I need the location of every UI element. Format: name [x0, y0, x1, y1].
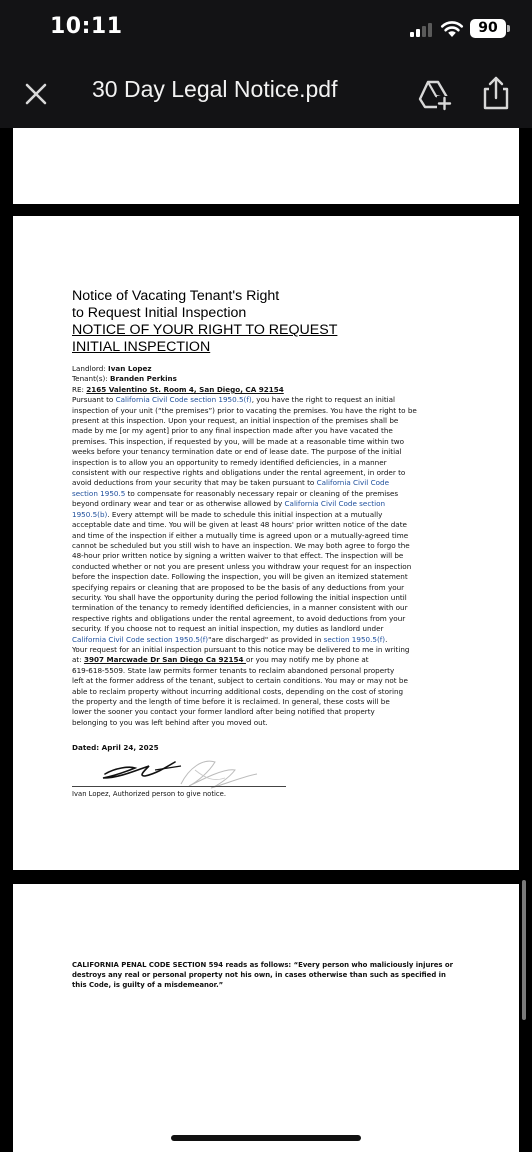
notice-body-line [72, 687, 451, 697]
notice-body-line [72, 406, 451, 416]
notice-body-line [72, 426, 451, 436]
notice-body-line [72, 635, 451, 645]
viewer-toolbar [0, 58, 532, 128]
civil-code-link[interactable]: section 1950.5 [72, 488, 126, 498]
notice-text: Your request for an initial inspection pursuant to this notice may be delivered to me in writing [72, 644, 410, 654]
signature-caption: Ivan Lopez, Authorized person to give notice. [72, 790, 226, 798]
notice-body [72, 364, 451, 728]
notice-body-line [72, 499, 451, 509]
notice-text: specifying repairs or cleaning that are proposed to be the basis of any deductions from your [72, 582, 405, 592]
notice-body-line [72, 718, 451, 728]
notice-body-line [72, 478, 451, 488]
scrollbar-thumb[interactable] [522, 880, 526, 1020]
notice-body-line [72, 645, 451, 655]
notice-text: left at the former address of the tenant, subject to certain conditions. You may or may not be [72, 676, 408, 686]
notice-text: cannot be scheduled but you still wish to have an inspection. We may both agree to forgo the [72, 540, 410, 550]
notice-body-line [72, 416, 451, 426]
landlord-address: 3907 Marcwade Dr San Diego Ca 92154 [83, 655, 246, 665]
share-icon[interactable] [478, 74, 514, 112]
notice-text: lower the sooner you contact your former landlord after being notified that property [72, 707, 375, 717]
landlord-label: Landlord: [72, 364, 109, 373]
cellular-signal-icon [410, 22, 436, 37]
notice-text: conducted whether or not you are present unless you withdraw your request for an inspection [72, 561, 412, 571]
notice-body-line [72, 655, 451, 665]
civil-code-link[interactable]: 1950.5(b) [72, 509, 108, 519]
notice-title-line: to Request Initial Inspection [72, 305, 247, 321]
notice-body-line [72, 551, 451, 561]
notice-text: respective rights and obligations under the rental agreement, to avoid deductions from your [72, 613, 406, 623]
civil-code-link[interactable]: California Civil Code section [284, 499, 386, 509]
battery-tip [507, 25, 510, 32]
pdf-page-3 [13, 884, 519, 1152]
notice-text: at: [72, 655, 84, 665]
add-to-drive-icon[interactable] [416, 76, 452, 112]
document-title: 30 Day Legal Notice.pdf [92, 76, 338, 102]
notice-heading-line: NOTICE OF YOUR RIGHT TO REQUEST [72, 322, 338, 338]
penal-code-line: this Code, is guilty of a misdemeanor.” [72, 981, 224, 989]
notice-body-line [72, 395, 451, 405]
notice-body-line [72, 666, 451, 676]
penal-code-line: CALIFORNIA PENAL CODE SECTION 594 reads as follows: “Every person who maliciously injures or [72, 961, 454, 969]
re-label: RE: [72, 384, 87, 394]
status-bar [0, 0, 532, 58]
civil-code-link[interactable]: California Civil Code section 1950.5(f) [72, 634, 209, 644]
notice-body-line [72, 676, 451, 686]
notice-text: termination of the tenancy to remedy identified deficiencies, in a manner consistent with our [72, 603, 408, 613]
pdf-page-1 [13, 128, 519, 204]
notice-body-line [72, 541, 451, 551]
notice-heading-line: INITIAL INSPECTION [72, 339, 211, 355]
notice-body-line [72, 697, 451, 707]
notice-text: Pursuant to [72, 395, 116, 405]
status-time: 10:11 [50, 14, 123, 39]
notice-text: or you may notify me by phone at [245, 655, 369, 665]
notice-text: 48-hour prior written notice by signing a written waiver to that effect. The inspection will be [72, 551, 404, 561]
notice-body-line [72, 562, 451, 572]
notice-text: security. You shall have the opportunity during the period following the initial inspection until [72, 592, 407, 602]
notice-body-line [72, 520, 451, 530]
penal-code-line: destroys any real or personal property not his own, in cases otherwise than such as specified in [72, 971, 446, 979]
close-icon[interactable] [20, 78, 52, 110]
notice-body-line [72, 437, 451, 447]
notice-body-line [72, 614, 451, 624]
notice-text: "are discharged" as provided in [208, 634, 324, 644]
notice-text: before the inspection date. Following the inspection, you will be given an itemized statement [72, 572, 408, 582]
notice-body-line [72, 510, 451, 520]
notice-paragraph [72, 395, 451, 728]
signature-line [72, 786, 286, 787]
notice-body-line [72, 468, 451, 478]
notice-text: and time of the inspection if either a mutually time is agreed upon or a mutually-agreed time [72, 530, 409, 540]
notice-body-line [72, 572, 451, 582]
wifi-icon [440, 18, 464, 38]
notice-text: inspection is to allow you an opportunity to remedy identified deficiencies, in a manner [72, 457, 387, 467]
notice-body-line [72, 593, 451, 603]
notice-text: . [385, 634, 388, 644]
tenant-line [72, 374, 451, 384]
home-indicator[interactable] [171, 1135, 361, 1141]
notice-text: belonging to you was left behind after you moved out. [72, 717, 268, 727]
pdf-page-2 [13, 216, 519, 870]
notice-body-line [72, 603, 451, 613]
notice-text: , you have the right to request an initial [251, 395, 396, 405]
notice-text: the property and the length of time before it is reclaimed. In general, these costs will be [72, 697, 390, 706]
battery-level: 90 [470, 19, 506, 38]
notice-title [72, 288, 392, 356]
notice-text: . Every attempt will be made to schedule this initial inspection at a mutually [107, 509, 383, 519]
notice-text: acceptable date and time. You will be given at least 48 hours' prior written notice of the date [72, 520, 407, 530]
notice-text: beyond ordinary wear and tear or as otherwise allowed by [72, 499, 285, 509]
notice-text: avoid deductions from your security that may be taken pursuant to [72, 478, 317, 488]
notice-title-line: Notice of Vacating Tenant's Right [72, 288, 280, 304]
notice-text: 619-618-5509. State law permits former tenants to reclaim abandoned personal property [72, 665, 395, 675]
notice-text: present at this inspection. Upon your request, an initial inspection of the premises shall be [72, 416, 399, 426]
penal-code-notice [72, 960, 454, 990]
tenant-label: Tenant(s): [72, 374, 110, 384]
notice-text: able to reclaim property without incurring additional costs, depending on the cost of storing [72, 686, 404, 696]
notice-body-line [72, 707, 451, 717]
notice-text: security. If you choose not to request an initial inspection, my duties as landlord under [72, 624, 384, 634]
notice-body-line [72, 447, 451, 457]
notice-text: inspection of your unit (“the premises”) prior to vacating the premises. You have the right to be [72, 405, 417, 415]
civil-code-link[interactable]: California Civil Code section 1950.5(f) [115, 395, 252, 405]
notice-body-line [72, 531, 451, 541]
rental-address: 2165 Valentino St. Room 4, San Diego, CA 92154 [86, 384, 284, 394]
landlord-name: Ivan Lopez [108, 364, 152, 373]
notice-text: made by me [or my agent] prior to any final inspection made after you have vacated the [72, 426, 393, 436]
notice-text: consistent with our respective rights and obligations under the rental agreement, in order to [72, 468, 406, 478]
notice-body-line [72, 458, 451, 468]
notice-text: weeks before your tenancy termination date or end of lease date. The purpose of the initial [72, 447, 402, 457]
notice-body-line [72, 583, 451, 593]
landlord-line [72, 364, 451, 374]
notice-text: premises. This inspection, if requested by you, will be made at a reasonable time within two [72, 436, 405, 446]
civil-code-link[interactable]: section 1950.5(f) [323, 634, 386, 644]
civil-code-link[interactable]: California Civil Code [316, 478, 389, 488]
tenant-name: Branden Perkins [109, 374, 177, 384]
notice-date: Dated: April 24, 2025 [72, 743, 159, 752]
notice-text: to compensate for reasonably necessary repair or cleaning of the premises [125, 488, 399, 498]
re-line [72, 385, 451, 395]
notice-body-line [72, 624, 451, 634]
notice-body-line [72, 489, 451, 499]
pdf-viewer[interactable] [0, 128, 532, 1152]
